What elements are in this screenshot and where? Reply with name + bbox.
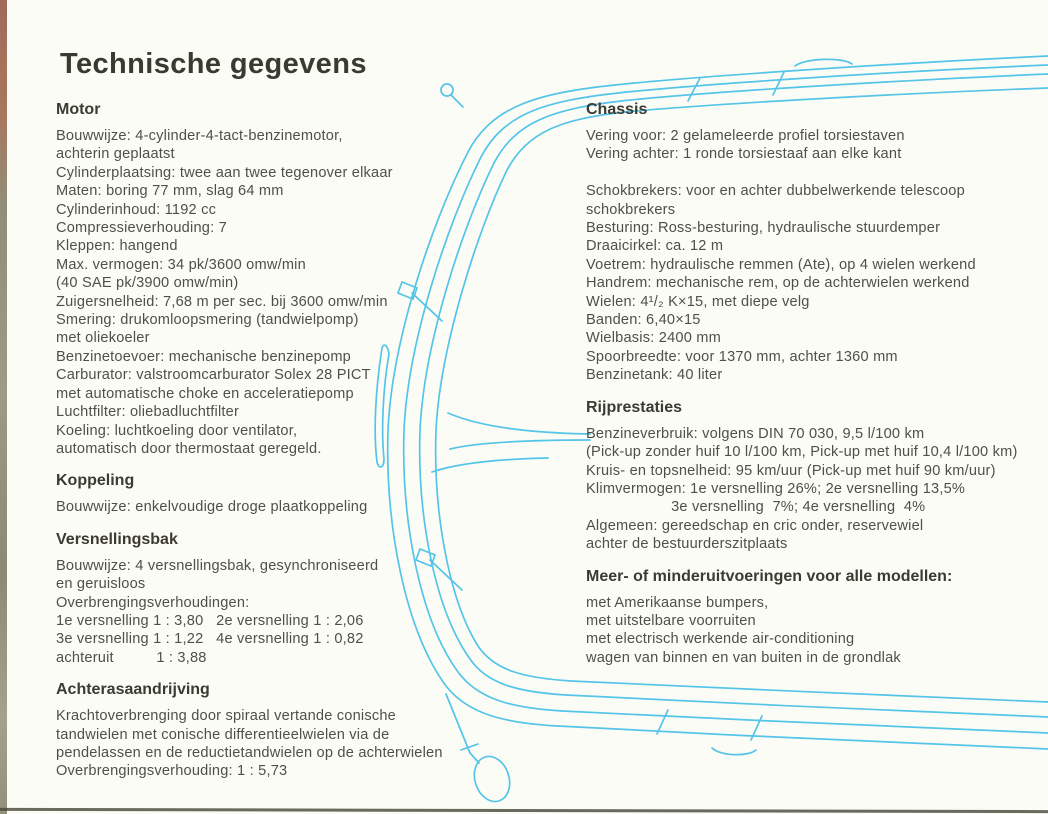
spec-line: Besturing: Ross-besturing, hydraulische stuurdemper	[586, 220, 941, 237]
spec-line: Vering voor: 2 gelameleerde profiel torsiestaven	[586, 128, 905, 144]
section-heading: Versnellingsbak	[56, 530, 178, 548]
spec-line: Wielbasis: 2400 mm	[586, 330, 721, 347]
spec-line: met oliekoeler	[56, 330, 150, 347]
spec-line: (40 SAE pk/3900 omw/min)	[56, 275, 239, 292]
spec-section	[56, 681, 480, 781]
spec-line: tandwielen met conische differentieelwielen via de	[56, 726, 390, 743]
spec-line: pendelassen en de reductietandwielen op de achterwielen	[56, 744, 443, 761]
spec-line: Algemeen: gereedschap en cric onder, reservewiel	[586, 517, 924, 534]
section-heading: Meer- of minderuitvoeringen voor alle modellen:	[586, 567, 953, 585]
spec-line: Luchtfilter: oliebadluchtfilter	[56, 404, 240, 421]
spec-section	[56, 472, 480, 516]
spec-section	[586, 568, 1048, 668]
spec-line: Vering achter: 1 ronde torsiestaaf aan elke kant	[586, 146, 902, 163]
section-heading: Rijprestaties	[586, 398, 683, 416]
spec-line	[586, 164, 1048, 182]
spec-line: automatisch door thermostaat geregeld.	[56, 440, 322, 457]
spec-line: schokbrekers	[586, 201, 676, 218]
spec-line: met Amerikaanse bumpers,	[586, 594, 769, 611]
spec-section	[56, 101, 480, 458]
spec-line: Bouwwijze: 4-cylinder-4-tact-benzinemotor,	[56, 128, 343, 144]
spec-line: achter de bestuurderszitplaats	[586, 536, 788, 553]
spec-line: Max. vermogen: 34 pk/3600 omw/min	[56, 256, 306, 273]
spec-line: 3e versnelling 7%; 4e versnelling 4%	[586, 499, 926, 516]
spec-line: Cylinderinhoud: 1192 cc	[56, 201, 217, 218]
spec-section	[56, 531, 480, 667]
spec-line: Carburator: valstroomcarburator Solex 28 PICT	[56, 367, 371, 384]
section-heading: Koppeling	[56, 472, 135, 490]
spec-line: 3e versnelling 1 : 1,22 4e versnelling 1 : 0,82	[56, 631, 364, 648]
spec-line: Bouwwijze: enkelvoudige droge plaatkoppeling	[56, 499, 368, 516]
right-column	[586, 101, 1048, 667]
spec-section	[586, 399, 1048, 554]
spec-line: Wielen: 4¹/₂ K×15, met diepe velg	[586, 293, 810, 310]
section-heading: Motor	[56, 101, 101, 118]
spec-line: Bouwwijze: 4 versnellingsbak, gesynchroniseerd	[56, 557, 379, 574]
spec-line: Banden: 6,40×15	[586, 312, 701, 329]
spec-line: Spoorbreedte: voor 1370 mm, achter 1360 mm	[586, 348, 898, 365]
spec-line: Kleppen: hangend	[56, 238, 178, 255]
spec-line: Handrem: mechanische rem, op de achterwielen werkend	[586, 275, 970, 292]
spec-line: en geruisloos	[56, 576, 146, 593]
spec-line: Klimvermogen: 1e versnelling 26%; 2e versnelling 13,5%	[586, 480, 966, 497]
spec-line: Zuigersnelheid: 7,68 m per sec. bij 3600 omw/min	[56, 293, 388, 310]
spec-line: Benzinetoevoer: mechanische benzinepomp	[56, 348, 351, 365]
left-column	[56, 101, 480, 781]
spec-line: Voetrem: hydraulische remmen (Ate), op 4 wielen werkend	[586, 256, 976, 273]
spec-line: Benzineverbruik: volgens DIN 70 030, 9,5 l/100 km	[586, 425, 925, 442]
page-title: Technische gegevens	[60, 48, 367, 80]
spec-line: Kruis- en topsnelheid: 95 km/uur (Pick-up met huif 90 km/uur)	[586, 462, 996, 479]
spec-line: 1e versnelling 1 : 3,80 2e versnelling 1 : 2,06	[56, 612, 364, 629]
spec-line: Koeling: luchtkoeling door ventilator,	[56, 422, 298, 439]
spec-line: wagen van binnen en van buiten in de grondlak	[586, 649, 901, 666]
spec-line: Cylinderplaatsing: twee aan twee tegenover elkaar	[56, 164, 393, 181]
spec-section	[586, 101, 1048, 385]
spec-line: (Pick-up zonder huif 10 l/100 km, Pick-up met huif 10,4 l/100 km)	[586, 444, 1018, 461]
spec-line: met electrisch werkende air-conditioning	[586, 631, 855, 648]
spec-line: Draaicirkel: ca. 12 m	[586, 238, 724, 255]
spec-line: Schokbrekers: voor en achter dubbelwerkende telescoop	[586, 183, 965, 200]
section-heading: Chassis	[586, 101, 648, 118]
spec-line: Overbrengingsverhouding: 1 : 5,73	[56, 763, 288, 780]
spec-line: met uitstelbare voorruiten	[586, 612, 756, 629]
spec-line: Krachtoverbrenging door spiraal vertande conische	[56, 708, 396, 725]
spec-line: Compressieverhouding: 7	[56, 220, 227, 237]
spec-line: achterin geplaatst	[56, 146, 175, 163]
spec-line: achteruit 1 : 3,88	[56, 649, 207, 666]
spec-line: Overbrengingsverhoudingen:	[56, 594, 250, 611]
spec-line: Maten: boring 77 mm, slag 64 mm	[56, 183, 284, 200]
spec-line: met automatische choke en acceleratiepomp	[56, 385, 354, 402]
spec-line: Smering: drukomloopsmering (tandwielpomp)	[56, 312, 359, 329]
scan-left-edge	[0, 0, 7, 814]
section-heading: Achterasaandrijving	[56, 681, 210, 699]
spec-line: Benzinetank: 40 liter	[586, 367, 723, 384]
